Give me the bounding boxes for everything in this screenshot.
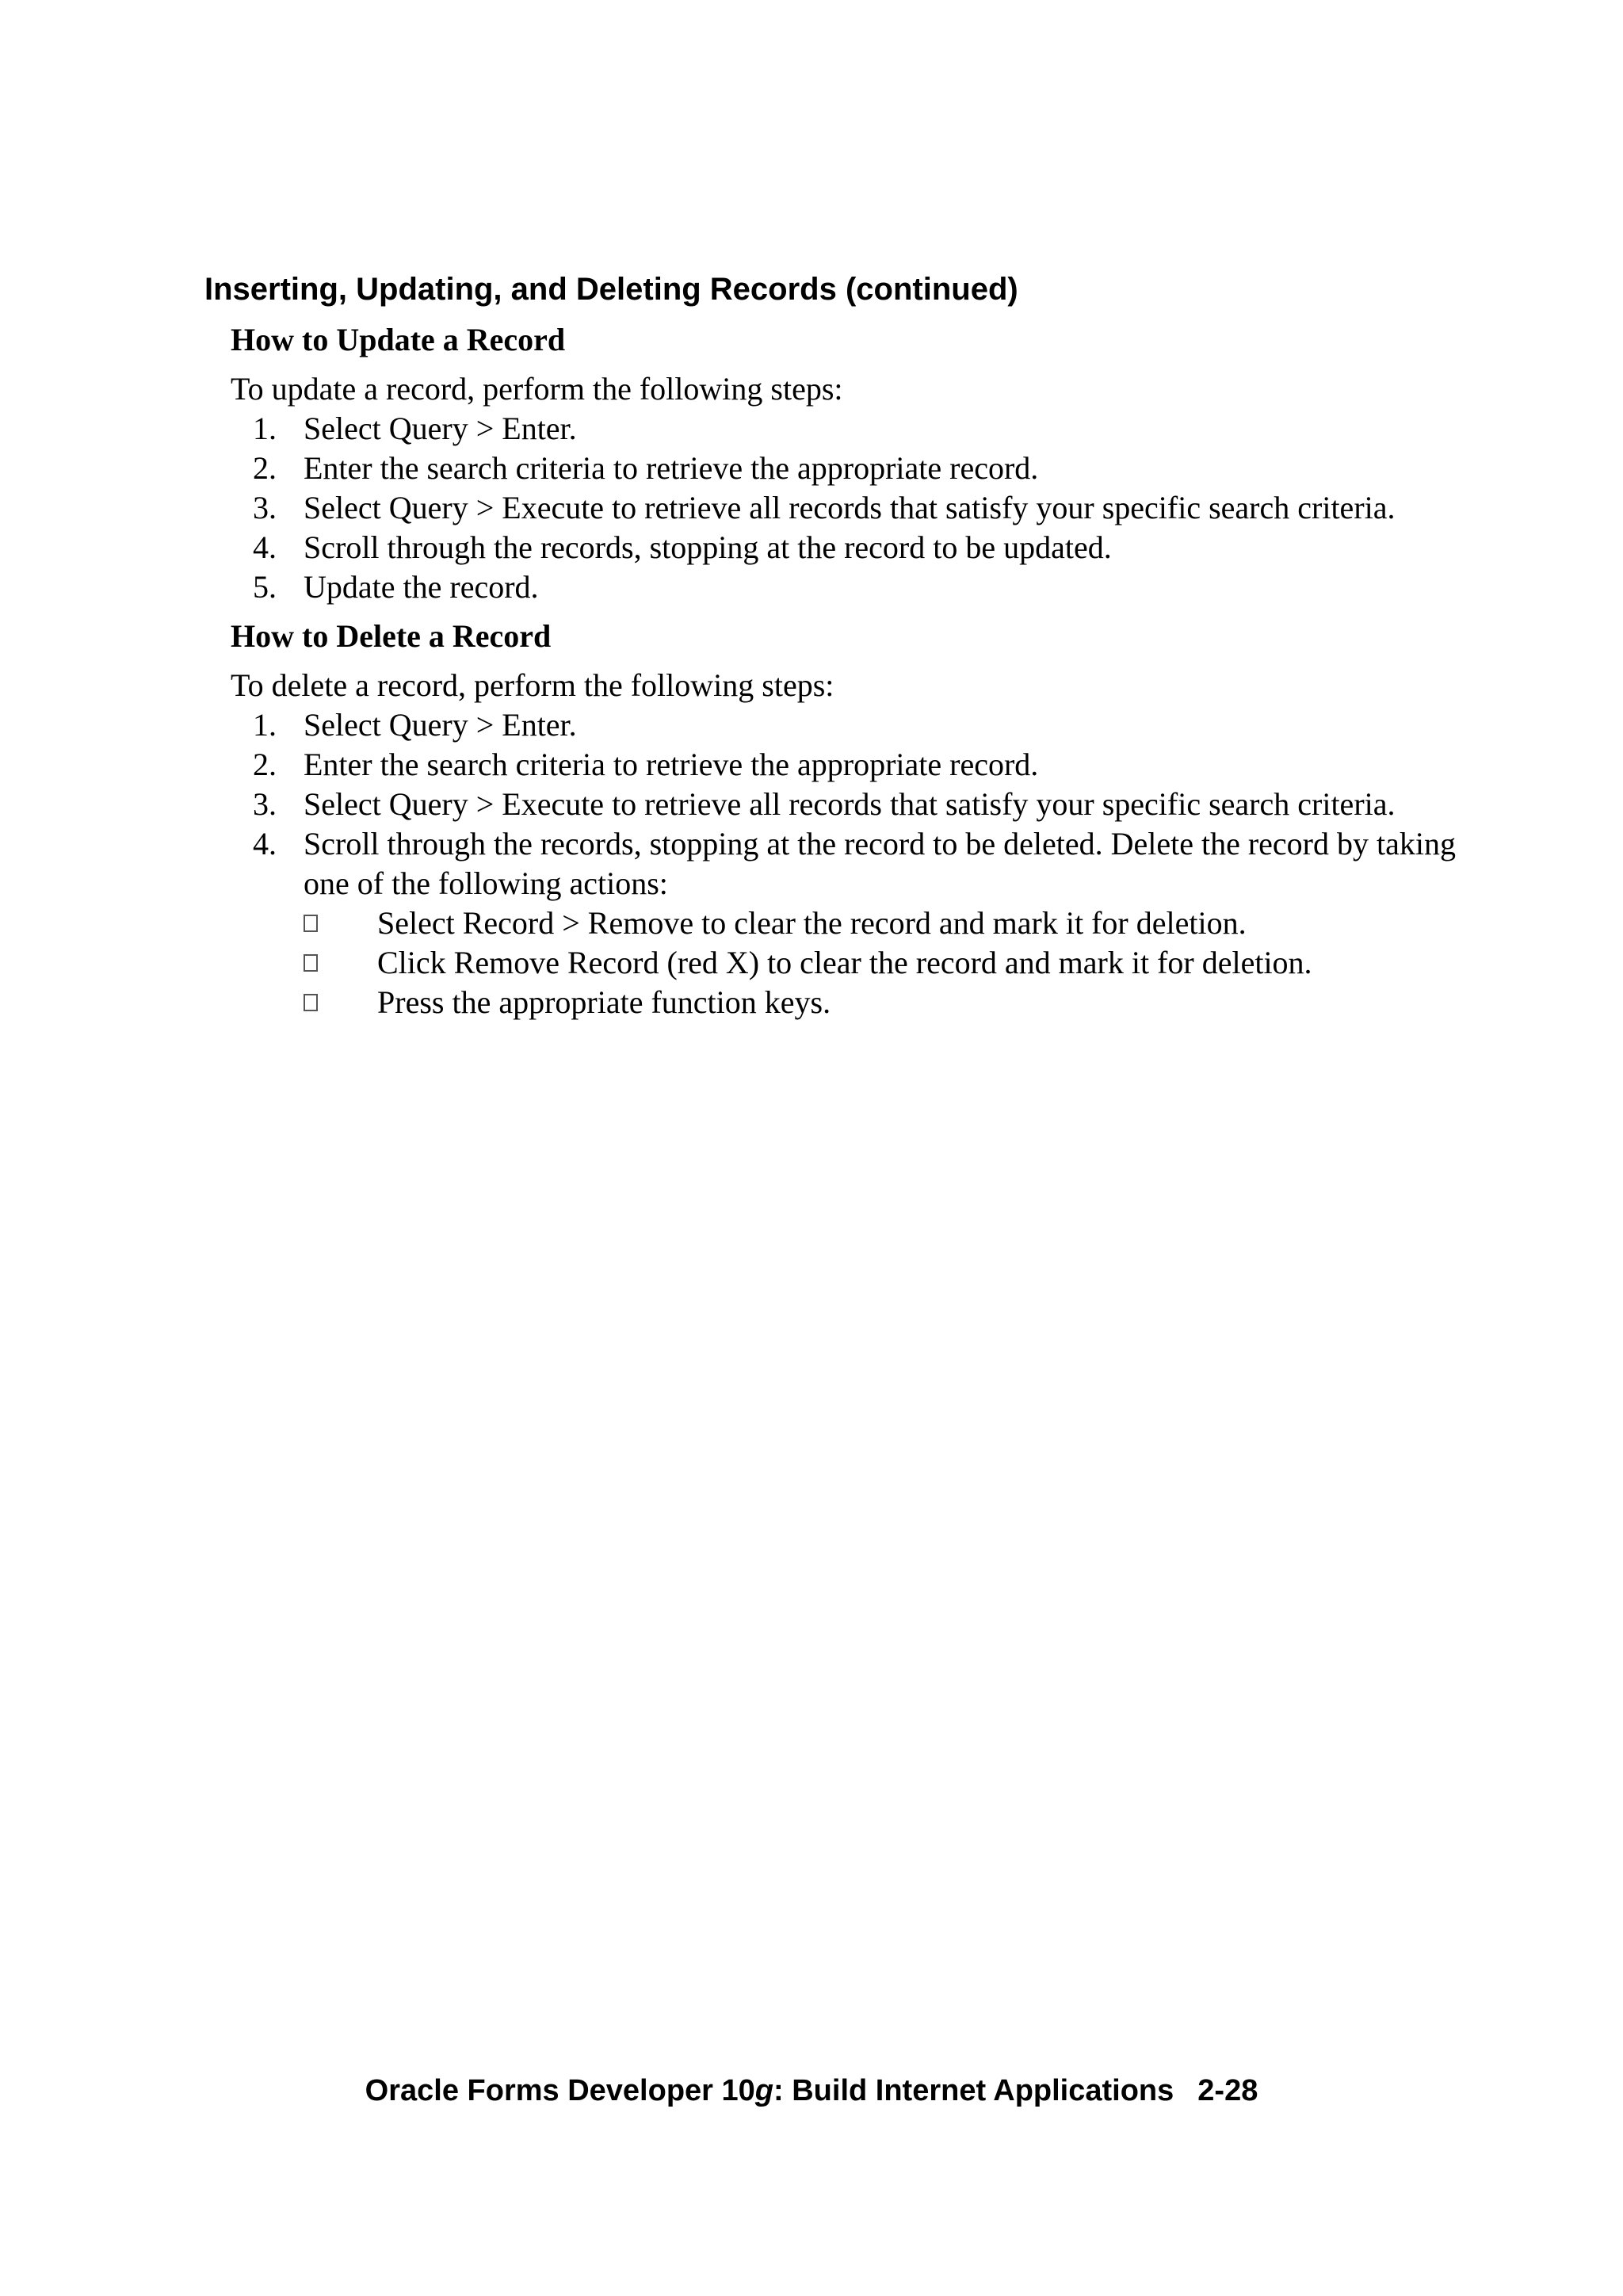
step-text: Select Query > Enter.	[304, 707, 577, 743]
update-step	[231, 409, 1467, 449]
step-text: Enter the search criteria to retrieve the appropriate record.	[304, 747, 1039, 782]
update-section	[231, 320, 1467, 607]
step-text: Select Query > Execute to retrieve all records that satisfy your specific search criteria.	[304, 490, 1396, 525]
delete-heading: How to Delete a Record	[231, 618, 552, 654]
step-text: Scroll through the records, stopping at the record to be updated.	[304, 529, 1112, 565]
delete-step	[231, 745, 1467, 785]
delete-intro: To delete a record, perform the following steps:	[231, 667, 834, 703]
delete-steps-list	[231, 705, 1467, 1022]
page-number: 2-28	[1197, 2074, 1258, 2107]
update-steps-list	[231, 409, 1467, 607]
page-footer	[0, 2072, 1623, 2110]
footer-title-start: Oracle Forms Developer 10	[365, 2074, 755, 2107]
update-intro: To update a record, perform the following steps:	[231, 371, 843, 407]
delete-action-item	[304, 983, 1467, 1022]
update-step	[231, 567, 1467, 607]
step-number: 4.	[253, 826, 277, 861]
delete-action-item	[304, 943, 1467, 983]
bullet-box-icon	[304, 915, 318, 932]
bullet-box-icon	[304, 954, 318, 972]
bullet-box-icon	[304, 994, 318, 1011]
section-title: Inserting, Updating, and Deleting Records (continued)	[204, 272, 1018, 307]
step-text: Select Query > Enter.	[304, 411, 577, 446]
action-text: Press the appropriate function keys.	[377, 984, 831, 1020]
delete-step	[231, 824, 1467, 1022]
footer-title-end: : Build Internet Applications	[773, 2074, 1174, 2107]
step-number: 2.	[253, 747, 277, 782]
delete-actions-list	[304, 904, 1467, 1022]
step-number: 2.	[253, 450, 277, 486]
delete-action-item	[304, 904, 1467, 943]
update-step	[231, 488, 1467, 528]
action-text: Click Remove Record (red X) to clear the record and mark it for deletion.	[377, 945, 1312, 980]
step-text: Update the record.	[304, 569, 539, 605]
update-step	[231, 449, 1467, 488]
update-step	[231, 528, 1467, 567]
step-text: Select Query > Execute to retrieve all records that satisfy your specific search criteria.	[304, 786, 1396, 822]
action-text: Select Record > Remove to clear the record and mark it for deletion.	[377, 905, 1247, 941]
update-heading: How to Update a Record	[231, 322, 566, 357]
step-number: 1.	[253, 411, 277, 446]
step-text: Enter the search criteria to retrieve the appropriate record.	[304, 450, 1039, 486]
step-number: 4.	[253, 529, 277, 565]
delete-section	[231, 617, 1467, 1022]
page-content	[231, 320, 1467, 1022]
footer-title-italic: g	[754, 2074, 774, 2107]
delete-step	[231, 705, 1467, 745]
step-number: 5.	[253, 569, 277, 605]
step-number: 1.	[253, 707, 277, 743]
delete-step	[231, 785, 1467, 824]
step-number: 3.	[253, 786, 277, 822]
step-text: Scroll through the records, stopping at the record to be deleted. Delete the record by taking one of the following actions:	[304, 826, 1456, 901]
step-number: 3.	[253, 490, 277, 525]
